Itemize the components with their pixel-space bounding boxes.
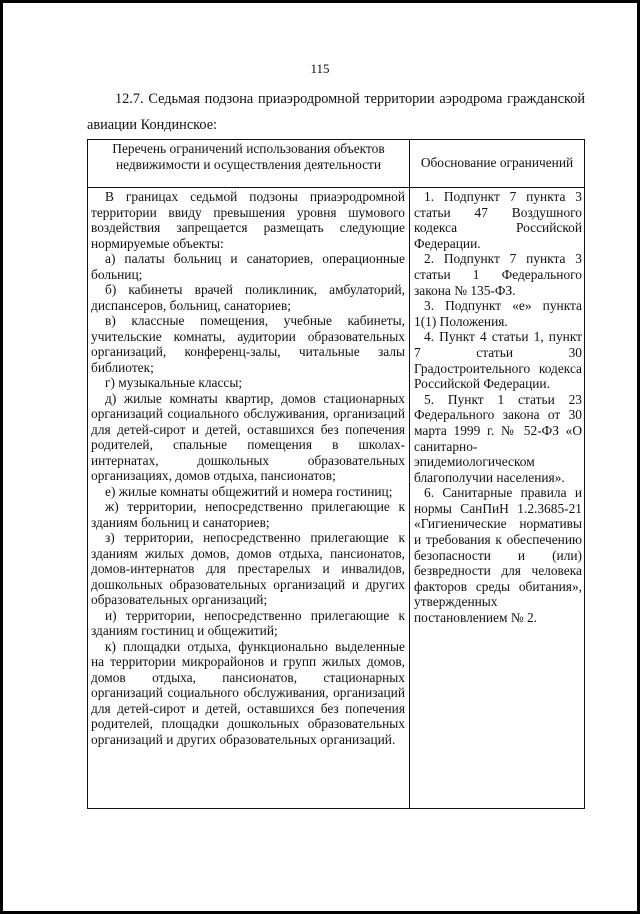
restriction-item: б) кабинеты врачей поликлиник, амбулаторий, диспансеров, больниц, санаториев; [91, 282, 405, 313]
header-restrictions: Перечень ограничений использования объектов недвижимости и осуществления деятельности [112, 141, 385, 172]
section-heading: 12.7. Седьмая подзона приаэродромной территории аэродрома гражданской авиации Кондинское: [87, 91, 585, 133]
justification-item: 4. Пункт 4 статьи 1, пункт 7 статьи 30 Градостроительного кодекса Российской Федерации. [414, 329, 582, 392]
restriction-item: и) территории, непосредственно прилегающие к зданиям гостиниц и общежитий; [91, 607, 405, 638]
restriction-item: з) территории, непосредственно прилегающие к зданиям жилых домов, домов отдыха, пансионатов, домов-интернатов для престарелых и инвалидов, дошкольных образовательных организаций и других образовательных организаций; [91, 530, 405, 607]
restriction-item: е) жилые комнаты общежитий и номера гостиниц; [105, 483, 393, 499]
restrictions-table [87, 139, 585, 809]
restriction-item: в) классные помещения, учебные кабинеты, учительские комнаты, аудитории образовательных организаций, конференц-залы, читальные залы библиотек; [91, 313, 405, 375]
justification-item: 1. Подпункт 7 пункта 3 статьи 47 Воздушного кодекса Российской Федерации. [414, 189, 582, 251]
justification-item: 3. Подпункт «е» пункта 1(1) Положения. [414, 298, 582, 329]
header-divider [88, 187, 584, 188]
justification-item: 5. Пункт 1 статьи 23 Федерального закона от 30 марта 1999 г. № 52-ФЗ «О санитарно-эпидемиологическом благополучии населения». [414, 391, 582, 485]
column-divider [409, 140, 410, 808]
restriction-item: д) жилые комнаты квартир, домов стационарных организаций социального обслуживания, организаций для детей-сирот и детей, оставшихся без попечения родителей, спальные помещения в школах-интернатах, дошкольных образовательных организациях, домов отдыха, пансионатов; [91, 390, 405, 483]
justification-item: 6. Санитарные правила и нормы СанПиН 1.2.3685-21 «Гигиенические нормативы и требования к обеспечению безопасности и (или) безвредности для человека факторов среды обитания», утвержденных постановлением № 2. [414, 485, 582, 626]
document-page [3, 3, 637, 911]
restriction-intro: В границах седьмой подзоны приаэродромной территории ввиду превышения уровня шумового воздействия запрещается размещать следующие нормируемые объекты: [91, 189, 405, 251]
restriction-item: ж) территории, непосредственно прилегающие к зданиям больниц и санаториев; [91, 499, 405, 530]
page-number: 115 [310, 61, 330, 76]
restrictions-list [91, 189, 405, 747]
restriction-item: г) музыкальные классы; [105, 375, 243, 390]
restriction-item: к) площадки отдыха, функционально выделенные на территории микрорайонов и групп жилых домов, домов отдыха, пансионатов, стационарных организаций социального обслуживания, организаций для детей-сирот и детей, оставшихся без попечения родителей, площадки дошкольных образовательных организаций и других образовательных организаций. [91, 638, 405, 747]
restriction-item: а) палаты больниц и санаториев, операционные больниц; [91, 251, 405, 282]
justification-item: 2. Подпункт 7 пункта 3 статьи 1 Федерального закона № 135-ФЗ. [414, 251, 582, 298]
justification-list [414, 189, 582, 626]
header-justification: Обоснование ограничений [420, 155, 574, 170]
